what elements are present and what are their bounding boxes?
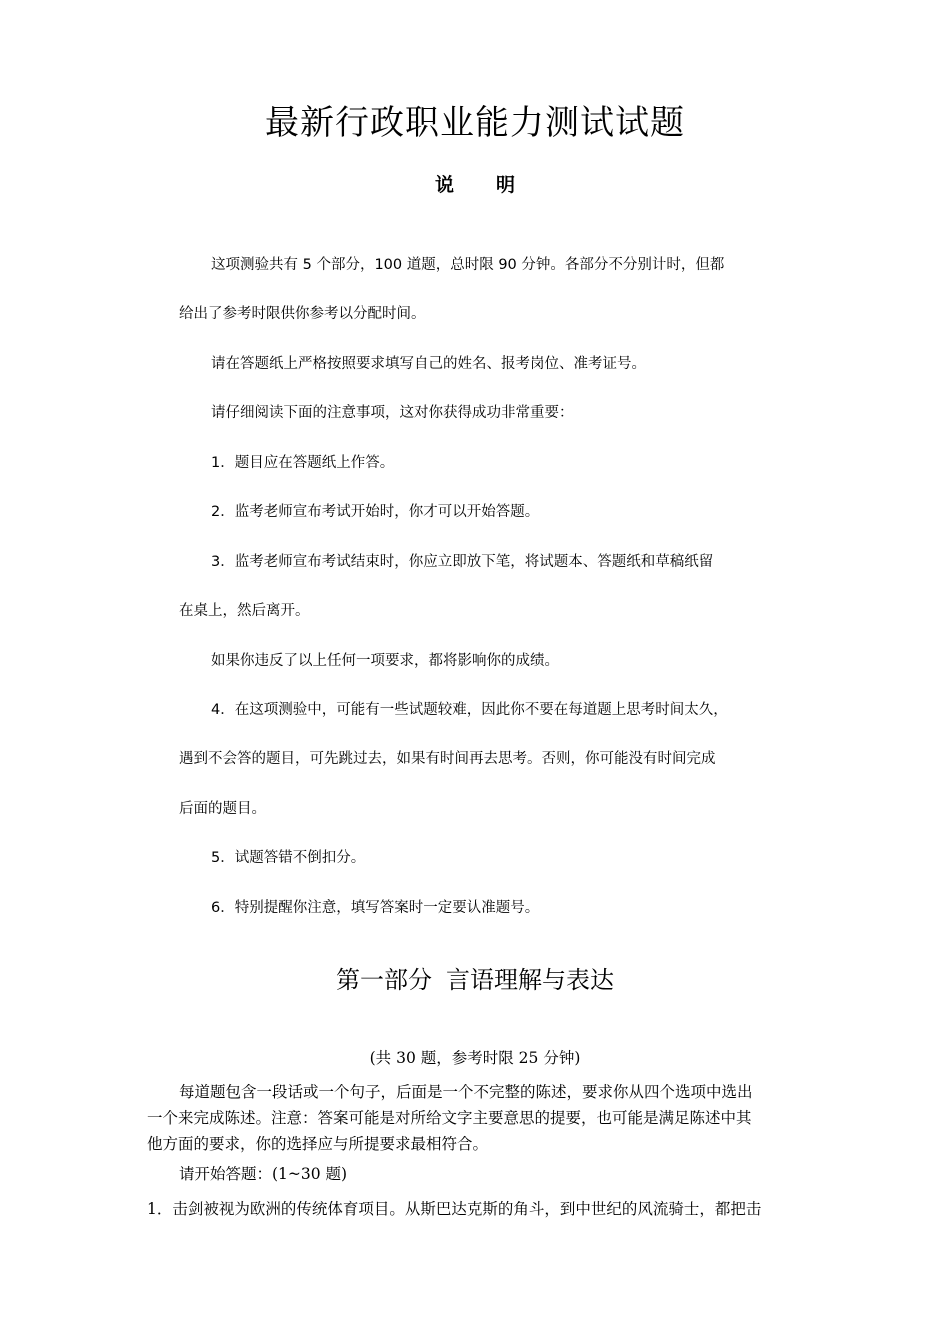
instruction-item: 3．监考老师宣布考试结束时，你应立即放下笔，将试题本、答题纸和草稿纸留 xyxy=(211,554,714,570)
instruction-line: 请在答题纸上严格按照要求填写自己的姓名、报考岗位、准考证号。 xyxy=(211,356,646,372)
instruction-item: 4．在这项测验中，可能有一些试题较难，因此你不要在每道题上思考时间太久， xyxy=(211,702,728,718)
section-description-line: 每道题包含一段话或一个句子，后面是一个不完整的陈述，要求你从四个选项中选出 xyxy=(179,1083,753,1101)
section-title xyxy=(0,962,950,998)
page-title: 最新行政职业能力测试试题 xyxy=(265,103,685,143)
instruction-item: 1．题目应在答题纸上作答。 xyxy=(211,455,395,471)
instruction-warning: 如果你违反了以上任何一项要求，都将影响你的成绩。 xyxy=(211,653,559,669)
heading-char: 说 xyxy=(434,174,454,196)
start-instruction: 请开始答题：(1~30 题) xyxy=(179,1165,348,1183)
section-description-line: 一个来完成陈述。注意：答案可能是对所给文字主要意思的提要，也可能是满足陈述中其 xyxy=(147,1109,752,1127)
section-time-note: (共 30 题，参考时限 25 分钟) xyxy=(369,1049,581,1067)
section-title-part: 第一部分 xyxy=(336,966,432,994)
instruction-item: 2．监考老师宣布考试开始时，你才可以开始答题。 xyxy=(211,504,540,520)
instruction-line: 在桌上，然后离开。 xyxy=(179,603,310,619)
heading-char: 明 xyxy=(496,174,516,196)
instruction-item: 5．试题答错不倒扣分。 xyxy=(211,850,366,866)
question-text: 1．击剑被视为欧洲的传统体育项目。从斯巴达克斯的角斗，到中世纪的风流骑士，都把击 xyxy=(147,1200,762,1218)
instruction-line: 这项测验共有 5 个部分，100 道题，总时限 90 分钟。各部分不分别计时，但都 xyxy=(211,257,725,273)
instruction-line: 给出了参考时限供你参考以分配时间。 xyxy=(179,306,426,322)
instruction-line: 请仔细阅读下面的注意事项，这对你获得成功非常重要： xyxy=(211,405,574,421)
section-title-name: 言语理解与表达 xyxy=(446,966,614,994)
section-heading-explanation xyxy=(0,170,950,200)
section-description-line: 他方面的要求，你的选择应与所提要求最相符合。 xyxy=(147,1135,489,1153)
instruction-line: 遇到不会答的题目，可先跳过去，如果有时间再去思考。否则，你可能没有时间完成 xyxy=(179,751,716,767)
instruction-item: 6．特别提醒你注意，填写答案时一定要认准题号。 xyxy=(211,900,540,916)
instruction-line: 后面的题目。 xyxy=(179,801,266,817)
